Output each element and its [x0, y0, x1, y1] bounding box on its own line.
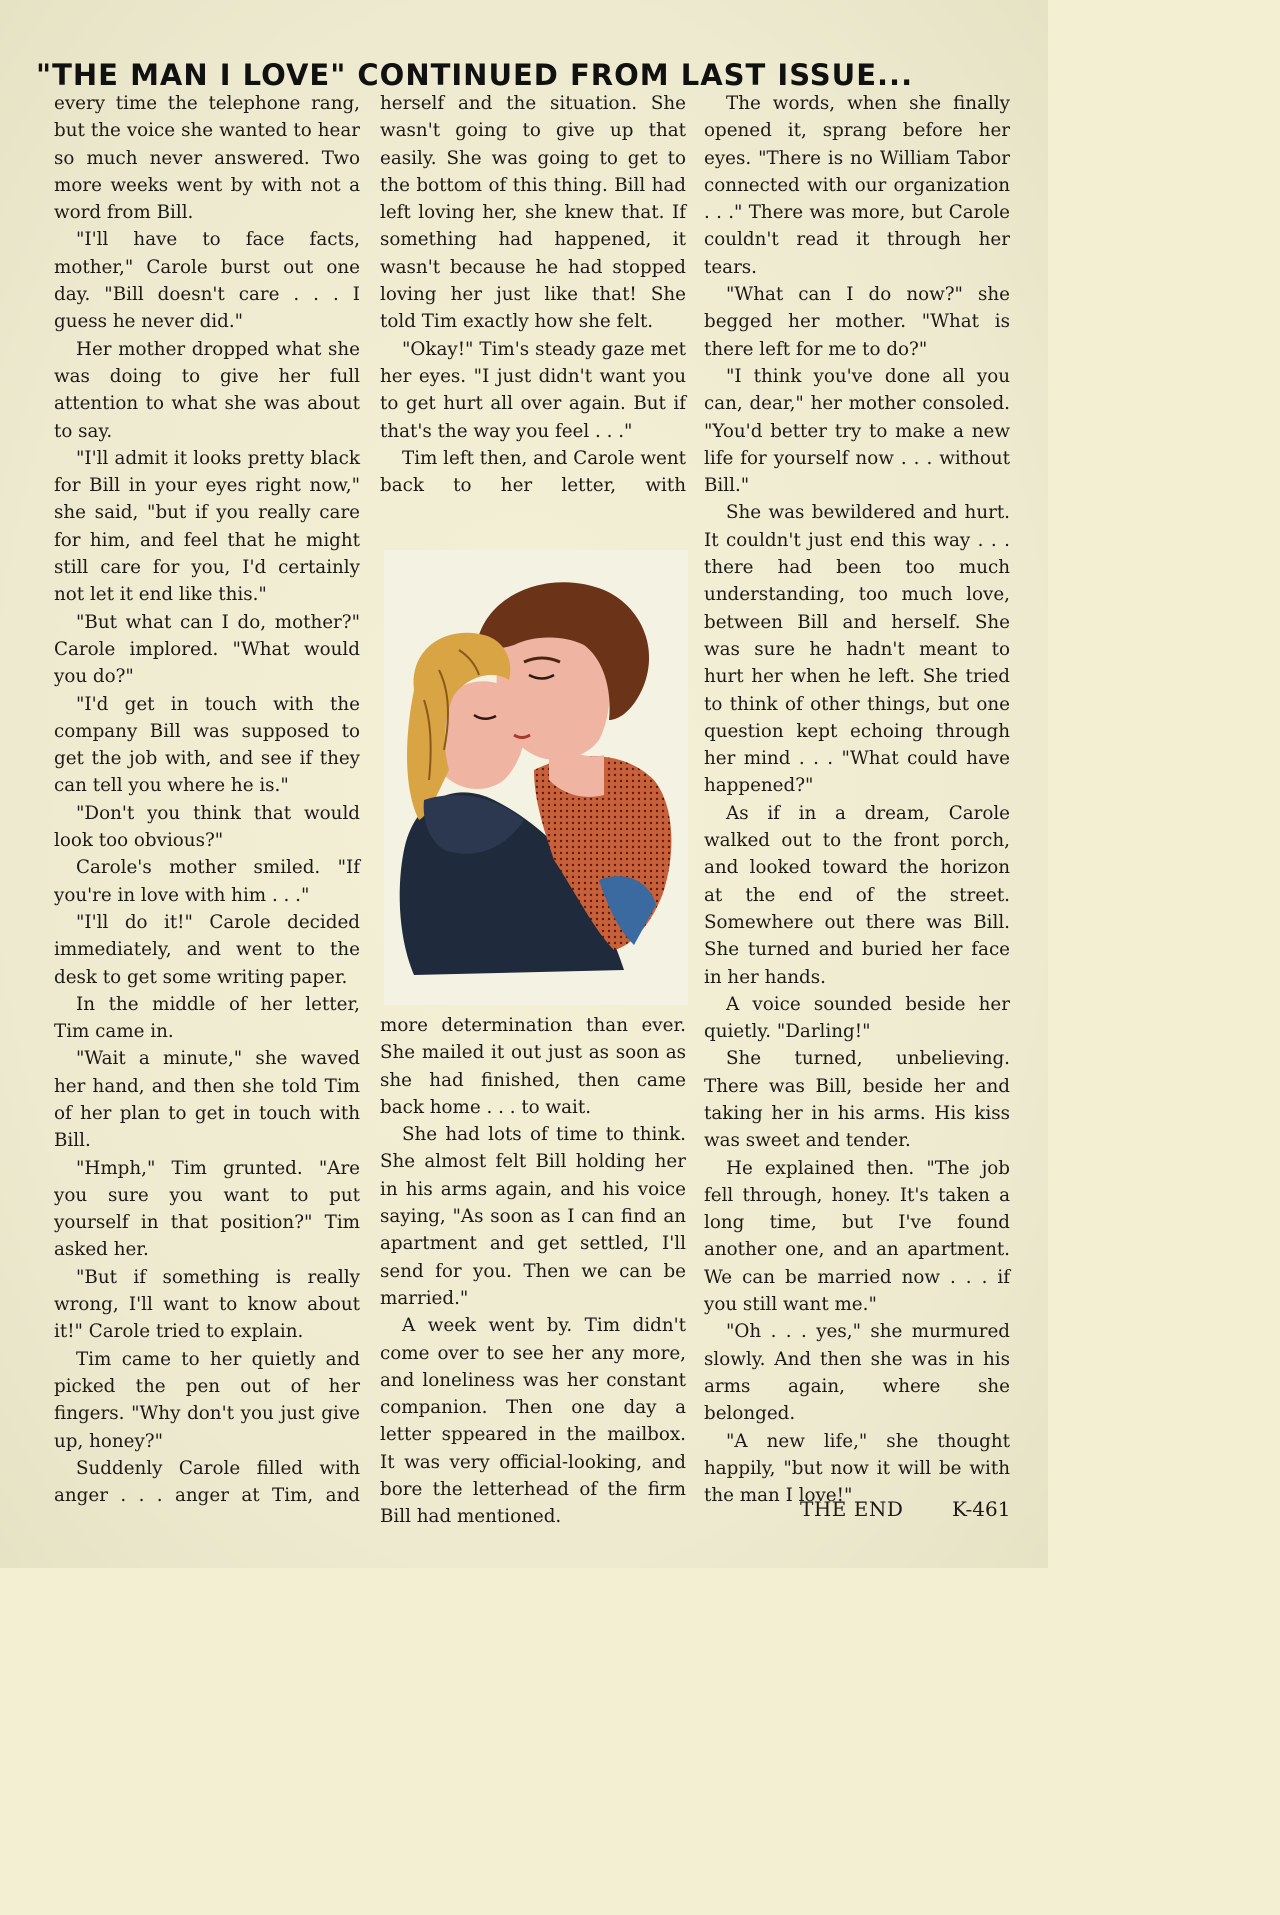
paragraph: Tim came to her quietly and picked the pen out of her fingers. "Why don't you just give up, honey?": [54, 1348, 360, 1452]
paragraph: "Don't you think that would look too obvious?": [54, 802, 360, 852]
paragraph: In the middle of her letter, Tim came in.: [54, 993, 360, 1043]
paragraph: "I'll have to face facts, mother," Carole burst out one day. "Bill doesn't care . . . I guess he never did.": [54, 229, 360, 333]
paragraph: "I'd get in touch with the company Bill was supposed to get the job with, and see if they can tell you where he is.": [54, 693, 360, 797]
paragraph: Her mother dropped what she was doing to give her full attention to what she was about to say.: [54, 338, 360, 442]
paragraph: more determination than ever. She mailed it out just as soon as she had finished, then came back home . . . to wait.: [380, 1015, 686, 1118]
paragraph: He explained then. "The job fell through, honey. It's taken a long time, but I've found another one, and an apartment. We can be married now . . . if you still want me.": [704, 1157, 1010, 1316]
kiss-illustration-art: [384, 550, 688, 1005]
story-title: "THE MAN I LOVE" CONTINUED FROM LAST ISSUE...: [36, 58, 914, 92]
paragraph: "But what can I do, mother?" Carole implored. "What would you do?": [54, 611, 360, 688]
paragraph: A voice sounded beside her quietly. "Darling!": [704, 993, 1010, 1043]
paragraph: every time the telephone rang, but the voice she wanted to hear so much never answered. Two more weeks went by with not a word from Bill.: [54, 93, 360, 224]
paragraph: "A new life," she thought happily, "but now it will be with the man I love!": [704, 1430, 1010, 1507]
paragraph: "Oh . . . yes," she murmured slowly. And then she was in his arms again, where she belonged.: [704, 1321, 1010, 1425]
paragraph: She was bewildered and hurt. It couldn't just end this way . . . there had been too much understanding, too much love, between Bill and herself. She was sure he hadn't meant to hurt her when he left. She tried to think of other things, but one question kept echoing through her mind . . . "What could have happened?": [704, 502, 1010, 797]
the-end-label: THE END: [800, 1497, 904, 1521]
text-column-1: [54, 90, 360, 1509]
paragraph: Suddenly Carole filled with anger . . . anger at Tim, and: [54, 1457, 360, 1507]
paragraph: "But if something is really wrong, I'll want to know about it!" Carole tried to explain.: [54, 1266, 360, 1343]
paragraph: The words, when she finally opened it, sprang before her eyes. "There is no William Tabor connected with our organization . . ." There was more, but Carole couldn't read it through her tears.: [704, 93, 1010, 278]
paragraph: "I think you've done all you can, dear," her mother consoled. "You'd better try to make a new life for yourself now . . . without Bill.": [704, 365, 1010, 497]
paragraph: Carole's mother smiled. "If you're in love with him . . .": [54, 857, 360, 906]
text-column-2-top: [380, 90, 686, 499]
page-code: K-461: [952, 1497, 1011, 1521]
paragraph: Tim left then, and Carole went back to her letter, with: [380, 447, 686, 497]
paragraph: "Hmph," Tim grunted. "Are you sure you want to put yourself in that position?" Tim asked her.: [54, 1157, 360, 1261]
paragraph: "What can I do now?" she begged her mother. "What is there left for me to do?": [704, 284, 1010, 360]
paragraph: "Okay!" Tim's steady gaze met her eyes. "I just didn't want you to get hurt all over again. But if that's the way you feel . . .": [380, 338, 686, 442]
text-column-2-bottom: [380, 1012, 686, 1531]
paragraph: As if in a dream, Carole walked out to the front porch, and looked toward the horizon at the end of the street. Somewhere out there was Bill. She turned and buried her face in her hands.: [704, 802, 1010, 988]
text-column-3: [704, 90, 1010, 1509]
paragraph: "I'll do it!" Carole decided immediately, and went to the desk to get some writing paper.: [54, 911, 360, 988]
paragraph: She turned, unbelieving. There was Bill, beside her and taking her in his arms. His kiss was sweet and tender.: [704, 1048, 1010, 1152]
kiss-illustration: [384, 550, 688, 1005]
paragraph: herself and the situation. She wasn't going to give up that easily. She was going to get to the bottom of this thing. Bill had left loving her, she knew that. If something had happened, it wasn't because he had stopped loving her just like that! She told Tim exactly how she felt.: [380, 93, 686, 333]
paragraph: A week went by. Tim didn't come over to see her any more, and loneliness was her constant companion. Then one day a letter sppeared in the mailbox. It was very official-looking, and bore the letterhead of the firm Bill had mentioned.: [380, 1315, 686, 1528]
paragraph: "I'll admit it looks pretty black for Bill in your eyes right now," she said, "but if you really care for him, and feel that he might still care for you, I'd certainly not let it end like this.": [54, 447, 360, 606]
paragraph: "Wait a minute," she waved her hand, and then she told Tim of her plan to get in touch with Bill.: [54, 1048, 360, 1152]
paragraph: She had lots of time to think. She almost felt Bill holding her in his arms again, and his voice saying, "As soon as I can find an apartment and get settled, I'll send for you. Then we can be married.": [380, 1124, 686, 1309]
